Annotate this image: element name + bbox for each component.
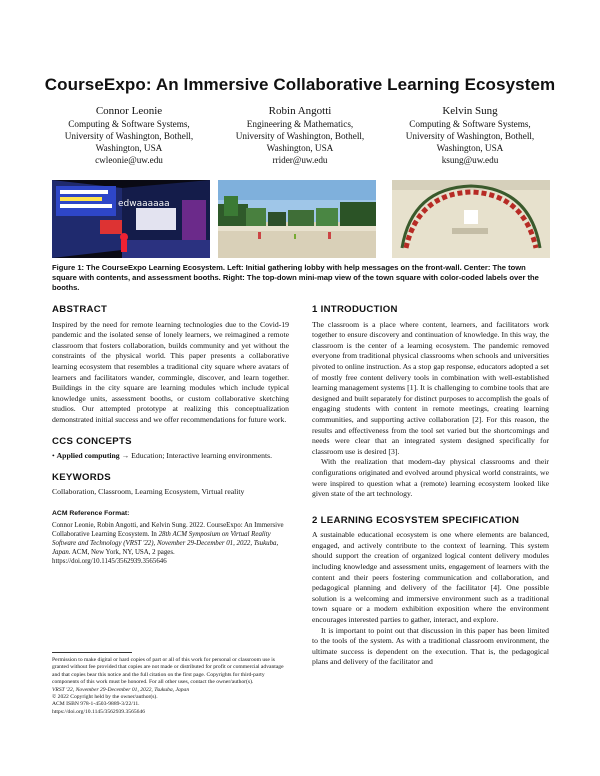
lobby-overlay-text: edwaaaaaa bbox=[118, 199, 170, 209]
author-affiliation: University of Washington, Bothell, bbox=[405, 131, 535, 141]
author-name: Connor Leonie bbox=[95, 105, 163, 117]
author-email: ksung@uw.edu bbox=[441, 155, 499, 165]
ecosystem-heading: 2 LEARNING ECOSYSTEM SPECIFICATION bbox=[312, 514, 520, 526]
author-location: Washington, USA bbox=[95, 143, 163, 153]
paper-title: CourseExpo: An Immersive Collaborative Learning Ecosystem bbox=[44, 75, 556, 94]
permission-text: Permission to make digital or hard copies of part or all of this work for personal or classroom use is granted without fee provided that copies are not made or distributed for profit or commercial advantage and that copies bear this notice and the full citation on the first page. Copyrights for third-party components of this work must be honored. For all other uses, contact the owner/author(s). bbox=[52, 657, 284, 686]
ccs-text bbox=[52, 451, 289, 462]
author-email: rrider@uw.edu bbox=[272, 155, 328, 165]
ccs-concepts: Education; Interactive learning environments. bbox=[131, 451, 273, 461]
author-affiliation: University of Washington, Bothell, bbox=[235, 131, 365, 141]
author-email: cwleonie@uw.edu bbox=[95, 155, 163, 165]
left-column bbox=[52, 305, 289, 566]
acm-ref-heading: ACM Reference Format: bbox=[52, 509, 130, 517]
intro-paragraph: The classroom is a place where content, learners, and facilitators work together to ensure discovery and continuation of knowledge. In this way, the classroom is the center of a learning ecosystem. The pandemic removed everyone from traditional physical classrooms when schools and universities pivoted to online instruction. As a stop gap response, educators adopted a set of mostly free content delivery tools in combination with well-established learning management systems [1]. It is challenging to combine tools that are designed and built separately for distinct purposes to accomplish the goals of engaging students with content in remote meetings, creating learning communities, and supporting active collaboration [2]. For this reason, the results and effectiveness from the tool set varied but the shortcomings and needs were clear that an integrated system designed specifically for classroom use is desired [3]. bbox=[312, 319, 549, 456]
author-location: Washington, USA bbox=[436, 143, 504, 153]
ecosystem-section bbox=[312, 516, 549, 668]
ccs-bullet: • bbox=[52, 451, 55, 461]
figure-right-minimap bbox=[392, 180, 550, 258]
figure-center-town-square bbox=[218, 180, 376, 258]
introduction-heading: 1 INTRODUCTION bbox=[312, 304, 398, 315]
intro-paragraph: With the realization that modern-day physical classrooms and their configurations originated and evolved around physical world constraints, we were inspired to question what a (remote) learning ecosystem looked like given state of the art technology. bbox=[312, 457, 549, 499]
acm-ref-part1: Connor Leonie, Robin Angotti, and Kelvin Sung. 2022. CourseExpo: An Immersive Collaborative Learning Ecosystem. In bbox=[52, 521, 284, 538]
introduction-section bbox=[312, 305, 549, 500]
permission-isbn: ACM ISBN 978-1-4503-9889-3/22/11. bbox=[52, 701, 140, 708]
keywords-section bbox=[52, 473, 289, 498]
author-affiliation: Computing & Software Systems, bbox=[68, 119, 190, 129]
right-column bbox=[312, 305, 549, 679]
author-block bbox=[44, 104, 214, 166]
footnote-rule bbox=[52, 652, 132, 653]
abstract-heading: ABSTRACT bbox=[52, 304, 108, 315]
acm-ref-part2: ACM, New York, NY, USA, 2 pages. https://doi.org/10.1145/3562939.3565646 bbox=[52, 548, 175, 565]
abstract-text: Inspired by the need for remote learning technologies due to the Covid-19 pandemic and the isolated sense of lonely learners, we reimagined a remote classroom that fosters collaboration, builds community and yet without the constraints of the physical world. This paper presents a collaborative learning ecosystem that resembles a traditional city square where avatars of learners and facilitators wander, commingle, discover, and learn together. Buildings in the city square are learning modules which include typical knowledge units, assessment booths, or custom collaborative sketching studios. Our attempted prototype at realizing this conceptualization demonstrated initial success and we offer recommendations for future work. bbox=[52, 319, 289, 424]
permission-venue: VRST '22, November 29-December 01, 2022, Tsukuba, Japan bbox=[52, 686, 190, 693]
keywords-text: Collaboration, Classroom, Learning Ecosystem, Virtual reality bbox=[52, 487, 245, 497]
author-affiliation: University of Washington, Bothell, bbox=[64, 131, 194, 141]
author-block bbox=[385, 104, 555, 166]
abstract-section bbox=[52, 305, 289, 426]
keywords-heading: KEYWORDS bbox=[52, 471, 111, 483]
author-name: Kelvin Sung bbox=[442, 105, 498, 117]
permission-doi: https://doi.org/10.1145/3562939.3565646 bbox=[52, 708, 146, 715]
ccs-section bbox=[52, 437, 289, 462]
ccs-arrow: → bbox=[121, 451, 130, 461]
permission-block bbox=[52, 652, 289, 716]
author-block bbox=[215, 104, 385, 166]
acm-ref-venue: 28th ACM Symposium on Virtual Reality Software and Technology (VRST '22), November 29-December 01, 2022, Tsukuba, Japan. bbox=[52, 530, 279, 556]
ecosystem-paragraph: It is important to point out that discussion in this paper has been limited to the tools of the system. As with a traditional classroom environment, the ultimate success is dependent on the execution. That is, the pedagogical plans and delivery of the facilitator and bbox=[312, 625, 549, 667]
permission-copyright: © 2022 Copyright held by the owner/author(s). bbox=[52, 694, 158, 701]
author-name: Robin Angotti bbox=[268, 105, 332, 117]
ccs-heading: CCS CONCEPTS bbox=[52, 435, 132, 447]
ccs-strong: Applied computing bbox=[56, 451, 120, 461]
acm-ref-text bbox=[52, 521, 289, 566]
ecosystem-paragraph: A sustainable educational ecosystem is one where elements are balanced, engaged, and actively contribute to the context of learning. This system should support the creation of organized logical content delivery modules including knowledge and assessment units, engagement of learners with the content and their peers fostering communication and collaboration, and pedagogical planning and delivery of the facilitator [4]. One possible solution is a welcoming and immersive environment such as a traditional town square or a modern exhibition exposition where the environment encourages interested parties to gather, interact, and explore. bbox=[312, 530, 549, 625]
author-affiliation: Computing & Software Systems, bbox=[409, 119, 531, 129]
author-affiliation: Engineering & Mathematics, bbox=[246, 119, 354, 129]
figure-caption: Figure 1: The CourseExpo Learning Ecosystem. Left: Initial gathering lobby with help messages on the front-wall. Center: The town square with contents, and assessment booths. Right: The top-down mini-map view of the town square with color-coded labels over the booths. bbox=[52, 263, 539, 292]
figure-left-lobby bbox=[52, 180, 210, 258]
author-location: Washington, USA bbox=[266, 143, 334, 153]
